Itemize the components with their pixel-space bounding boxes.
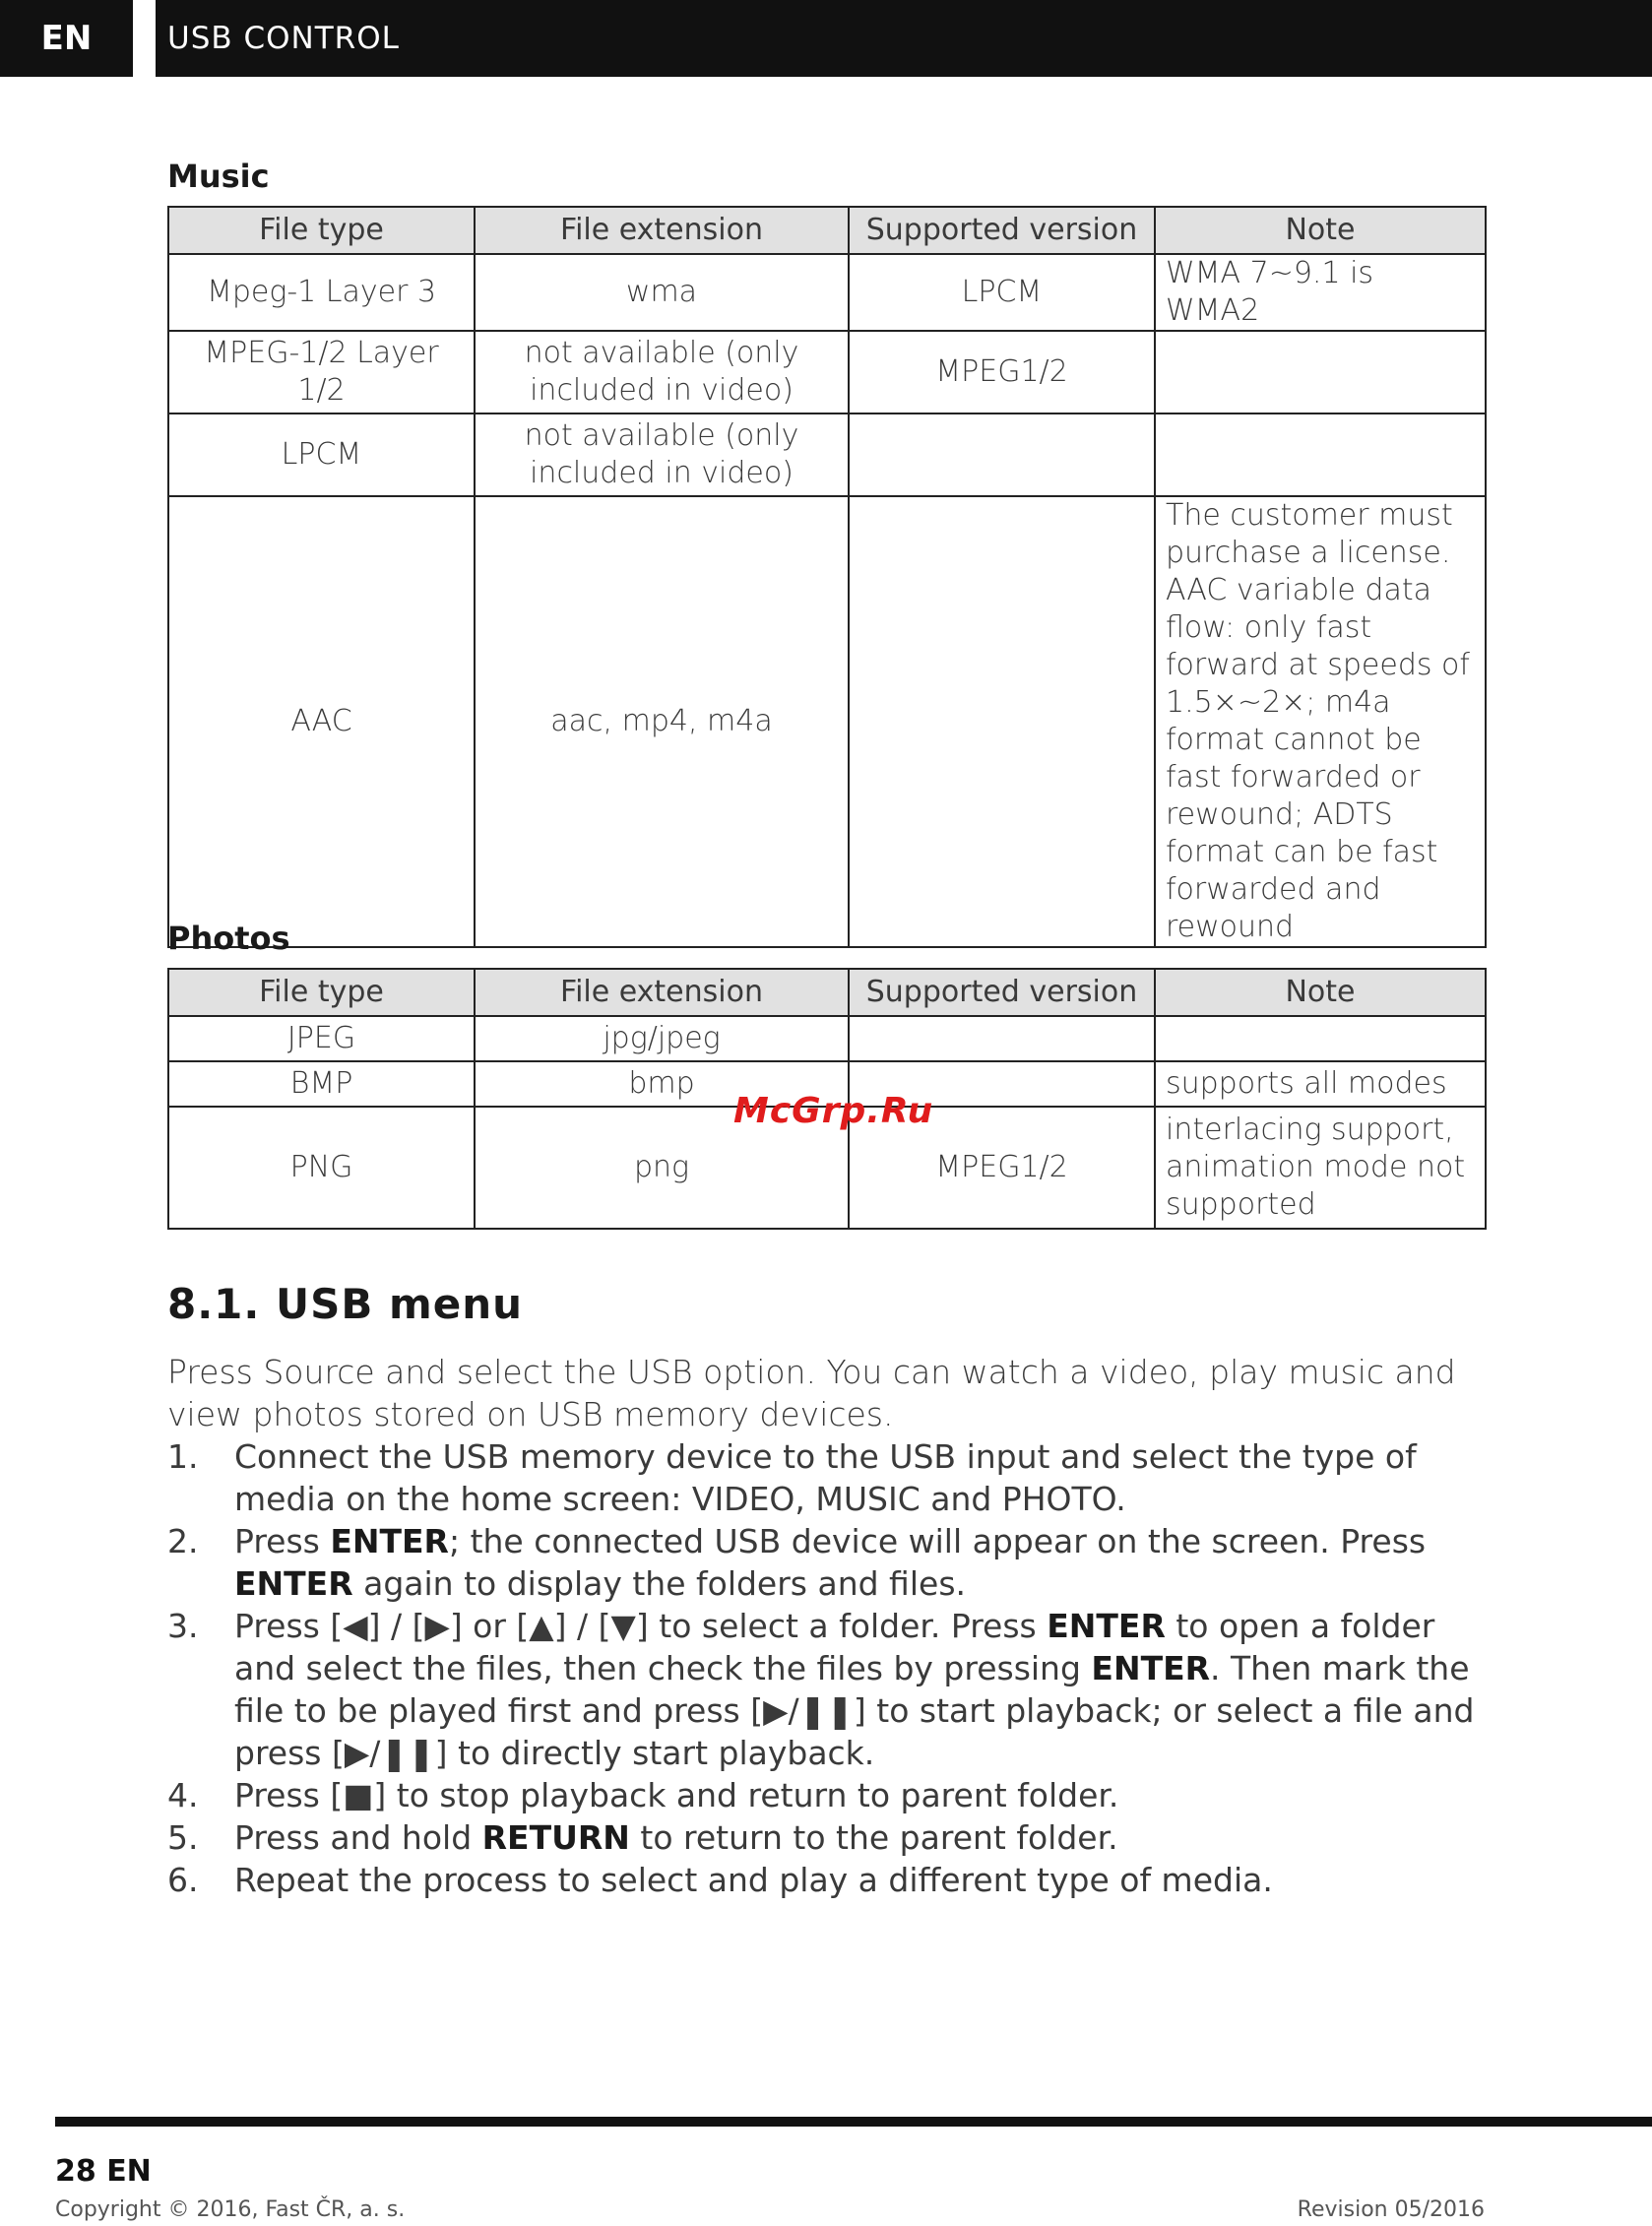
table-header-row bbox=[168, 969, 1486, 1016]
header-cell: File extension bbox=[475, 969, 849, 1016]
table-cell: LPCM bbox=[168, 413, 475, 496]
table-cell: BMP bbox=[168, 1061, 475, 1107]
step-keyword: ENTER bbox=[330, 1522, 449, 1560]
footer-rule bbox=[55, 2117, 1652, 2127]
section-header bbox=[156, 0, 1652, 77]
table-row bbox=[168, 413, 1486, 496]
usb-menu-steps bbox=[167, 1435, 1492, 1901]
step-text: ; the connected USB device will appear on the screen. Press bbox=[448, 1522, 1427, 1560]
step-text: Press and hold bbox=[234, 1818, 482, 1857]
watermark: McGrp.Ru bbox=[733, 1091, 934, 1131]
step-text: to open a folder and select the files, then check the files by pressing bbox=[234, 1607, 1435, 1687]
step-number: 5. bbox=[167, 1818, 199, 1857]
copyright: Copyright © 2016, Fast ČR, a. s. bbox=[55, 2197, 406, 2222]
table-row bbox=[168, 496, 1486, 947]
table-cell bbox=[1155, 413, 1486, 496]
table-cell bbox=[1155, 331, 1486, 413]
table-cell bbox=[849, 413, 1155, 496]
step-number: 4. bbox=[167, 1776, 199, 1814]
table-cell: MPEG1/2 bbox=[849, 331, 1155, 413]
table-cell bbox=[1155, 1016, 1486, 1061]
table-cell: wma bbox=[475, 254, 849, 331]
language-badge: EN bbox=[0, 0, 133, 77]
step-keyword: ENTER bbox=[234, 1564, 353, 1603]
photos-label: Photos bbox=[167, 920, 290, 957]
table-cell bbox=[849, 1016, 1155, 1061]
page-number: 28 EN bbox=[55, 2154, 152, 2189]
step-text: Repeat the process to select and play a different type of media. bbox=[234, 1861, 1273, 1899]
music-table bbox=[167, 206, 1487, 948]
header-cell: Note bbox=[1155, 969, 1486, 1016]
table-cell: AAC bbox=[168, 496, 475, 947]
table-header-row bbox=[168, 207, 1486, 254]
header-cell: Supported version bbox=[849, 207, 1155, 254]
step-keyword: ENTER bbox=[1047, 1607, 1166, 1645]
header-cell: File type bbox=[168, 969, 475, 1016]
section-title: USB CONTROL bbox=[167, 21, 400, 56]
table-cell bbox=[849, 496, 1155, 947]
step-number: 6. bbox=[167, 1861, 199, 1899]
table-cell: MPEG1/2 bbox=[849, 1107, 1155, 1229]
table-cell: PNG bbox=[168, 1107, 475, 1229]
usb-menu-step bbox=[167, 1435, 1492, 1520]
step-keyword: ENTER bbox=[1091, 1649, 1211, 1687]
table-cell: bmp bbox=[475, 1061, 849, 1107]
table-cell: not available (only included in video) bbox=[475, 413, 849, 496]
revision: Revision 05/2016 bbox=[1297, 2197, 1485, 2222]
header-cell: Supported version bbox=[849, 969, 1155, 1016]
table-row bbox=[168, 331, 1486, 413]
table-cell: supports all modes bbox=[1155, 1061, 1486, 1107]
table-cell: The customer must purchase a license. AAC variable data flow: only fast forward at speeds of 1.5×~2×; m4a format cannot be fast forwarded or rewound; ADTS format can be fast forwarded and rewound bbox=[1155, 496, 1486, 947]
music-label: Music bbox=[167, 158, 270, 195]
usb-menu-step bbox=[167, 1774, 1492, 1816]
step-keyword: RETURN bbox=[481, 1818, 630, 1857]
table-row bbox=[168, 254, 1486, 331]
table-cell: MPEG-1/2 Layer 1/2 bbox=[168, 331, 475, 413]
table-cell: interlacing support, animation mode not supported bbox=[1155, 1107, 1486, 1229]
table-cell: WMA 7~9.1 is WMA2 bbox=[1155, 254, 1486, 331]
table-cell: not available (only included in video) bbox=[475, 331, 849, 413]
usb-menu-intro: Press Source and select the USB option. You can watch a video, play music and view photos stored on USB memory devices. bbox=[167, 1353, 1456, 1433]
usb-menu-step bbox=[167, 1859, 1492, 1901]
usb-menu-step bbox=[167, 1605, 1492, 1774]
step-text: Press [■] to stop playback and return to parent folder. bbox=[234, 1776, 1119, 1814]
step-number: 1. bbox=[167, 1437, 199, 1476]
table-cell: Mpeg-1 Layer 3 bbox=[168, 254, 475, 331]
usb-menu-step bbox=[167, 1816, 1492, 1859]
header-cell: File extension bbox=[475, 207, 849, 254]
usb-menu-step bbox=[167, 1520, 1492, 1605]
step-text: to return to the parent folder. bbox=[629, 1818, 1118, 1857]
table-row bbox=[168, 1016, 1486, 1061]
step-text: Press bbox=[234, 1522, 331, 1560]
table-cell: aac, mp4, m4a bbox=[475, 496, 849, 947]
table-cell: jpg/jpeg bbox=[475, 1016, 849, 1061]
table-cell: JPEG bbox=[168, 1016, 475, 1061]
usb-menu-heading: 8.1. USB menu bbox=[167, 1280, 524, 1328]
table-cell: LPCM bbox=[849, 254, 1155, 331]
step-text: . Then mark the file to be played first and press [▶/❚❚] to start playback; or select a file and press [▶/❚❚] to directly start playback. bbox=[234, 1649, 1475, 1772]
step-number: 3. bbox=[167, 1607, 199, 1645]
header-cell: File type bbox=[168, 207, 475, 254]
step-text: again to display the folders and files. bbox=[352, 1564, 967, 1603]
step-text: Connect the USB memory device to the USB input and select the type of media on the home screen: VIDEO, MUSIC and PHOTO. bbox=[234, 1437, 1417, 1518]
header-cell: Note bbox=[1155, 207, 1486, 254]
step-number: 2. bbox=[167, 1522, 199, 1560]
table-cell: png bbox=[475, 1107, 849, 1229]
step-text: Press [◀] / [▶] or [▲] / [▼] to select a folder. Press bbox=[234, 1607, 1048, 1645]
